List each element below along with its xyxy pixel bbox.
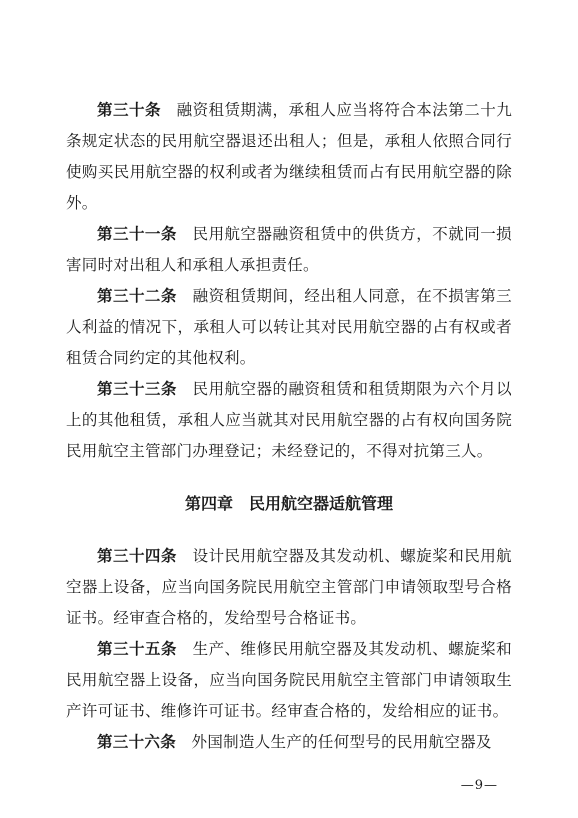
article-35 <box>66 634 512 727</box>
article-number: 第三十五条 <box>97 640 177 658</box>
article-text: 设计民用航空器及其发动机、螺旋桨和民用航空器上设备，应当向国务院民用航空主管部门申请领取型号合格证书。经审查合格的，发给型号合格证书。 <box>66 547 512 627</box>
article-33 <box>66 374 512 467</box>
article-text: 融资租赁期间，经出租人同意，在不损害第三人利益的情况下，承租人可以转让其对民用航空器的占有权或者租赁合同约定的其他权利。 <box>66 287 512 367</box>
article-text: 外国制造人生产的任何型号的民用航空器及 <box>191 733 492 751</box>
article-32 <box>66 281 512 374</box>
chapter-heading <box>66 489 512 519</box>
article-text: 民用航空器融资租赁中的供货方，不就同一损害同时对出租人和承租人承担责任。 <box>66 225 512 274</box>
article-number: 第三十一条 <box>97 225 177 243</box>
article-36 <box>66 727 512 758</box>
article-number: 第三十条 <box>97 101 161 119</box>
chapter-title: 民用航空器适航管理 <box>249 494 394 513</box>
article-number: 第三十四条 <box>97 547 177 565</box>
article-text: 融资租赁期满，承租人应当将符合本法第二十九条规定状态的民用航空器退还出租人；但是，承租人依照合同行使购买民用航空器的权利或者为继续租赁而占有民用航空器的除外。 <box>66 101 512 212</box>
article-number: 第三十三条 <box>97 380 177 398</box>
article-text: 民用航空器的融资租赁和租赁期限为六个月以上的其他租赁，承租人应当就其对民用航空器的占有权向国务院民用航空主管部门办理登记；未经登记的，不得对抗第三人。 <box>66 380 512 460</box>
page-body <box>66 95 512 758</box>
chapter-number: 第四章 <box>184 494 233 513</box>
page-number: —9— <box>460 778 498 793</box>
article-30 <box>66 95 512 219</box>
article-34 <box>66 541 512 634</box>
article-number: 第三十二条 <box>97 287 177 305</box>
article-number: 第三十六条 <box>97 733 177 751</box>
article-text: 生产、维修民用航空器及其发动机、螺旋桨和民用航空器上设备，应当向国务院民用航空主管部门申请领取生产许可证书、维修许可证书。经审查合格的，发给相应的证书。 <box>66 640 512 720</box>
article-31 <box>66 219 512 281</box>
